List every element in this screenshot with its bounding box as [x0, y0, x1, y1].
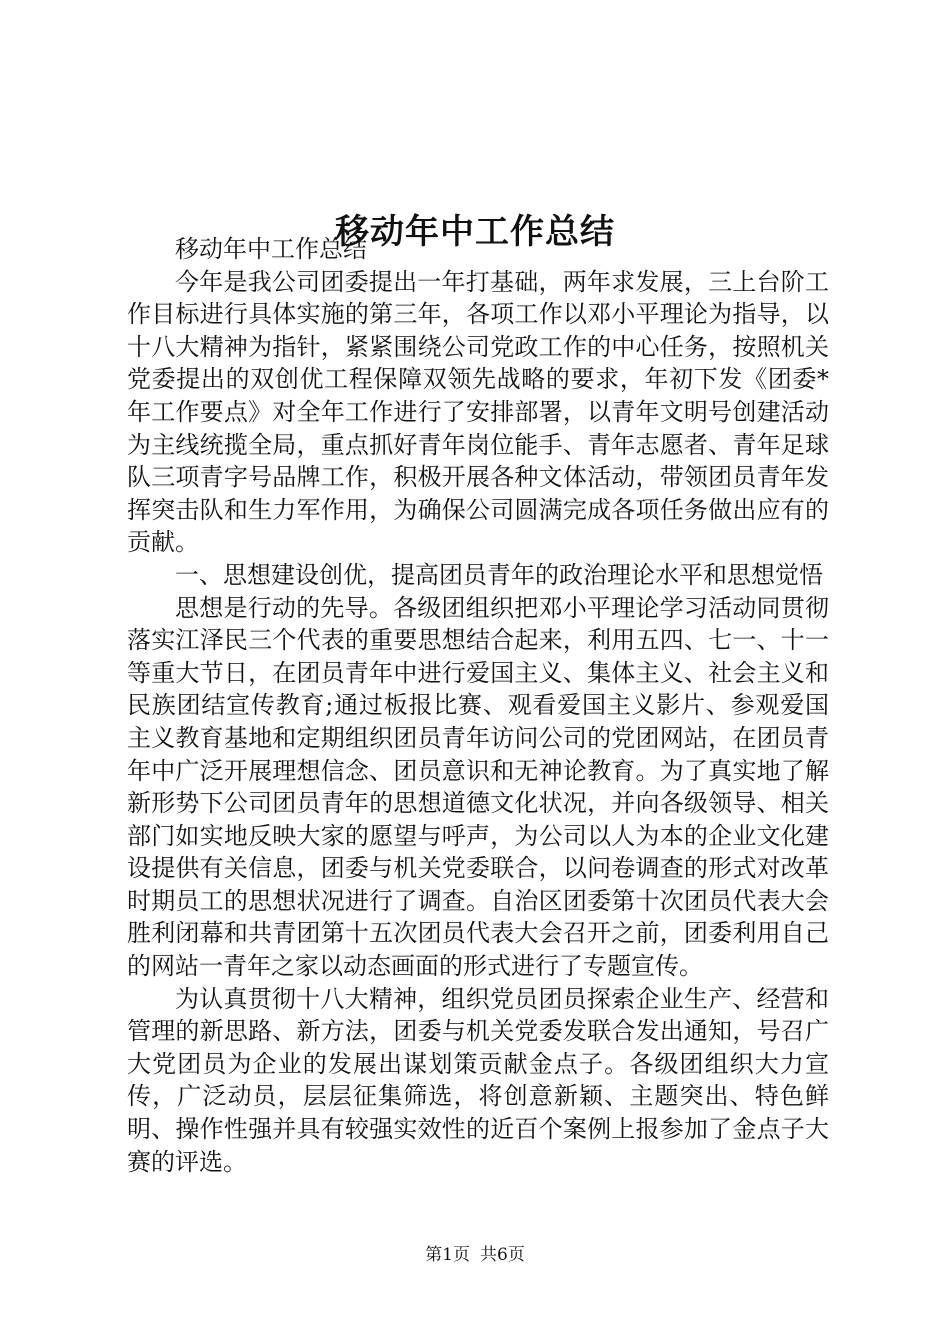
- document-body: [127, 233, 829, 1178]
- paragraph-golden-ideas: 为认真贯彻十八大精神，组织党员团员探索企业生产、经营和管理的新思路、新方法，团委与机关党委发联合发出通知，号召广大党团员为企业的发展出谋划策贡献金点子。各级团组织大力宣传，广泛动员，层层征集筛选，将创意新颖、主题突出、特色鲜明、操作性强并具有较强实效性的近百个案例上报参加了金点子大赛的评选。: [127, 984, 829, 1176]
- section-heading-1: 一、思想建设创优，提高团员青年的政治理论水平和思想觉悟: [175, 560, 823, 589]
- document-title: 移动年中工作总结: [335, 211, 615, 252]
- page-footer: [0, 1243, 950, 1267]
- page-total: 共6页: [480, 1245, 525, 1265]
- paragraph-ideology: 思想是行动的先导。各级团组织把邓小平理论学习活动同贯彻落实江泽民三个代表的重要思想结合起来，利用五四、七一、十一等重大节日，在团员青年中进行爱国主义、集体主义、社会主义和民族团结宣传教育;通过板报比赛、观看爱国主义影片、参观爱国主义教育基地和定期组织团员青年访问公司的党团网站，在团员青年中广泛开展理想信念、团员意识和无神论教育。为了真实地了解新形势下公司团员青年的思想道德文化状况，并向各级领导、相关部门如实地反映大家的愿望与呼声，为公司以人为本的企业文化建设提供有关信息，团委与机关党委联合，以问卷调查的形式对改革时期员工的思想状况进行了调查。自治区团委第十次团员代表大会胜利闭幕和共青团第十五次团员代表大会召开之前，团委利用自己的网站一青年之家以动态画面的形式进行了专题宣传。: [127, 593, 829, 981]
- page-number: 第1页: [425, 1245, 470, 1265]
- paragraph-subtitle: 移动年中工作总结: [175, 235, 367, 263]
- paragraph-intro: 今年是我公司团委提出一年打基础，两年求发展，三上台阶工作目标进行具体实施的第三年，各项工作以邓小平理论为指导，以十八大精神为指针，紧紧围绕公司党政工作的中心任务，按照机关党委提出的双创优工程保障双领先战略的要求，年初下发《团委*年工作要点》对全年工作进行了安排部署，以青年文明号创建活动为主线统揽全局，重点抓好青年岗位能手、青年志愿者、青年足球队三项青字号品牌工作，积极开展各种文体活动，带领团员青年发挥突击队和生力军作用，为确保公司圆满完成各项任务做出应有的贡献。: [127, 267, 829, 557]
